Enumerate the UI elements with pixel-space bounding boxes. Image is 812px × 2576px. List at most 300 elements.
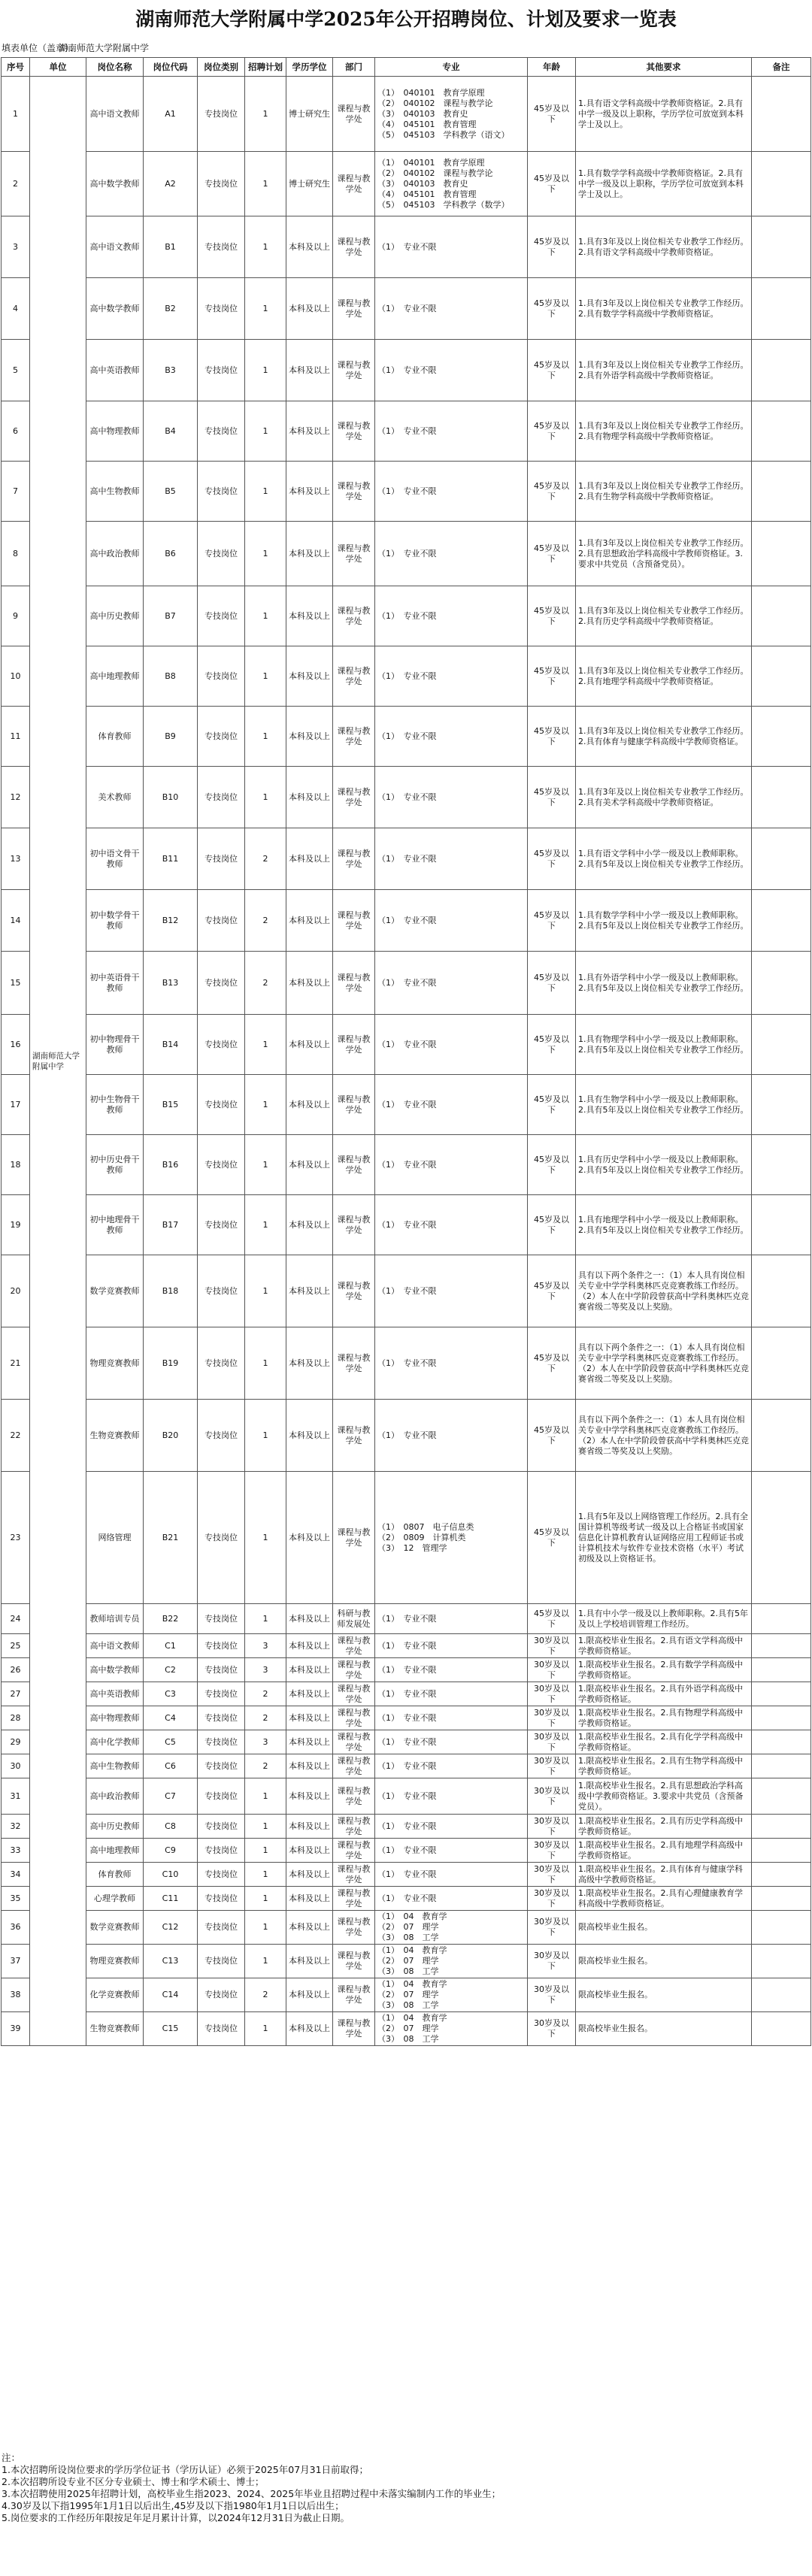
- position-name-cell: 高中英语教师: [86, 340, 144, 401]
- position-name-cell: 高中生物教师: [86, 462, 144, 522]
- other-requirements-cell: 1.具有数学学科中小学一级及以上教师职称。2.具有5年及以上岗位相关专业教学工作经历。: [576, 890, 752, 952]
- age-requirement-cell: 45岁及以下: [528, 1135, 576, 1195]
- row-number-cell: 37: [2, 1945, 30, 1978]
- age-requirement-cell: 45岁及以下: [528, 340, 576, 401]
- major-item: （3） 040103 教育史: [377, 178, 468, 189]
- other-requirements-cell: 具有以下两个条件之一：（1）本人具有岗位相关专业中学学科奥林匹克竞赛教练工作经历。（2）本人在中学阶段曾获高中学科奥林匹克竞赛省级二等奖及以上奖励。: [576, 1255, 752, 1327]
- other-requirements-cell: 1.限高校毕业生报名。2.具有语文学科高级中学教师资格证。: [576, 1634, 752, 1658]
- age-requirement-cell: 45岁及以下: [528, 1604, 576, 1634]
- position-code-cell: C7: [144, 1778, 198, 1815]
- position-code-cell: B1: [144, 216, 198, 278]
- position-category-cell: 专技岗位: [198, 707, 245, 767]
- position-name-cell: 高中物理教师: [86, 1706, 144, 1730]
- department-cell: 课程与教学处: [333, 2012, 375, 2046]
- position-name-cell: 高中物理教师: [86, 401, 144, 462]
- age-requirement-cell: 45岁及以下: [528, 462, 576, 522]
- major-cell: [375, 2012, 528, 2046]
- department-cell: 课程与教学处: [333, 767, 375, 828]
- education-requirement-cell: 本科及以上: [286, 1887, 333, 1911]
- table-row: [2, 767, 811, 828]
- education-requirement-cell: 本科及以上: [286, 767, 333, 828]
- row-number-cell: 30: [2, 1754, 30, 1778]
- education-requirement-cell: 本科及以上: [286, 1472, 333, 1604]
- hiring-plan-cell: 1: [245, 77, 286, 152]
- row-number-cell: 2: [2, 152, 30, 216]
- position-category-cell: 专技岗位: [198, 952, 245, 1015]
- department-cell: 课程与教学处: [333, 1839, 375, 1863]
- position-code-cell: A1: [144, 77, 198, 152]
- major-cell: [375, 1706, 528, 1730]
- department-cell: 课程与教学处: [333, 586, 375, 646]
- unit-cell: 湖南师范大学附属中学: [30, 77, 86, 2046]
- department-cell: 课程与教学处: [333, 1400, 375, 1472]
- remarks-cell: [752, 1778, 811, 1815]
- hiring-plan-cell: 3: [245, 1730, 286, 1754]
- other-requirements-cell: 1.具有中小学一级及以上教师职称。2.具有5年及以上学校培训管理工作经历。: [576, 1604, 752, 1634]
- position-category-cell: 专技岗位: [198, 1658, 245, 1682]
- hiring-plan-cell: 1: [245, 646, 286, 707]
- major-item: （1） 04 教育学: [377, 1945, 447, 1955]
- table-row: [2, 1472, 811, 1604]
- remarks-cell: [752, 1911, 811, 1945]
- department-cell: 课程与教学处: [333, 1706, 375, 1730]
- table-row: [2, 462, 811, 522]
- hiring-plan-cell: 1: [245, 1945, 286, 1978]
- row-number-cell: 1: [2, 77, 30, 152]
- recruitment-table: [1, 57, 811, 2046]
- major-item: （1） 专业不限: [377, 1664, 437, 1675]
- major-cell: [375, 401, 528, 462]
- other-requirements-cell: 具有以下两个条件之一：（1）本人具有岗位相关专业中学学科奥林匹克竞赛教练工作经历。（2）本人在中学阶段曾获高中学科奥林匹克竞赛省级二等奖及以上奖励。: [576, 1327, 752, 1400]
- position-category-cell: 专技岗位: [198, 77, 245, 152]
- education-requirement-cell: 本科及以上: [286, 952, 333, 1015]
- hiring-plan-cell: 1: [245, 522, 286, 586]
- major-item: （1） 专业不限: [377, 1219, 437, 1230]
- age-requirement-cell: 45岁及以下: [528, 586, 576, 646]
- position-name-cell: 物理竞赛教师: [86, 1327, 144, 1400]
- major-item: （1） 专业不限: [377, 1640, 437, 1651]
- hiring-plan-cell: 3: [245, 1658, 286, 1682]
- major-cell: [375, 1978, 528, 2012]
- table-row: [2, 1706, 811, 1730]
- remarks-cell: [752, 1682, 811, 1706]
- remarks-cell: [752, 952, 811, 1015]
- education-requirement-cell: 本科及以上: [286, 1863, 333, 1887]
- remarks-cell: [752, 828, 811, 890]
- major-cell: [375, 1472, 528, 1604]
- row-number-cell: 27: [2, 1682, 30, 1706]
- position-name-cell: 初中生物骨干教师: [86, 1075, 144, 1135]
- age-requirement-cell: 45岁及以下: [528, 707, 576, 767]
- department-cell: 课程与教学处: [333, 1135, 375, 1195]
- major-cell: [375, 1075, 528, 1135]
- education-requirement-cell: 本科及以上: [286, 1682, 333, 1706]
- major-item: （5） 045103 学科教学（语文）: [377, 129, 510, 140]
- age-requirement-cell: 45岁及以下: [528, 77, 576, 152]
- hiring-plan-cell: 3: [245, 1634, 286, 1658]
- education-requirement-cell: 博士研究生: [286, 152, 333, 216]
- position-name-cell: 高中数学教师: [86, 152, 144, 216]
- position-code-cell: C8: [144, 1815, 198, 1839]
- table-row: [2, 1255, 811, 1327]
- major-item: （1） 专业不限: [377, 1790, 437, 1801]
- major-cell: [375, 1887, 528, 1911]
- major-cell: [375, 1327, 528, 1400]
- position-name-cell: 初中历史骨干教师: [86, 1135, 144, 1195]
- position-category-cell: 专技岗位: [198, 1978, 245, 2012]
- row-number-cell: 32: [2, 1815, 30, 1839]
- position-category-cell: 专技岗位: [198, 1075, 245, 1135]
- education-requirement-cell: 本科及以上: [286, 278, 333, 340]
- age-requirement-cell: 30岁及以下: [528, 1706, 576, 1730]
- remarks-cell: [752, 646, 811, 707]
- remarks-cell: [752, 707, 811, 767]
- major-item: （1） 专业不限: [377, 731, 437, 741]
- remarks-cell: [752, 1195, 811, 1255]
- education-requirement-cell: 本科及以上: [286, 1945, 333, 1978]
- position-name-cell: 初中英语骨干教师: [86, 952, 144, 1015]
- major-cell: [375, 1015, 528, 1075]
- other-requirements-cell: 1.限高校毕业生报名。2.具有化学学科高级中学教师资格证。: [576, 1730, 752, 1754]
- other-requirements-cell: 1.具有3年及以上岗位相关专业教学工作经历。2.具有物理学科高级中学教师资格证。: [576, 401, 752, 462]
- hiring-plan-cell: 1: [245, 1863, 286, 1887]
- education-requirement-cell: 本科及以上: [286, 646, 333, 707]
- position-code-cell: B20: [144, 1400, 198, 1472]
- age-requirement-cell: 45岁及以下: [528, 278, 576, 340]
- major-item: （1） 专业不限: [377, 303, 437, 313]
- other-requirements-cell: 1.限高校毕业生报名。2.具有物理学科高级中学教师资格证。: [576, 1706, 752, 1730]
- row-number-cell: 6: [2, 401, 30, 462]
- position-code-cell: B8: [144, 646, 198, 707]
- position-code-cell: B11: [144, 828, 198, 890]
- education-requirement-cell: 本科及以上: [286, 1706, 333, 1730]
- table-body: [2, 77, 811, 2046]
- hiring-plan-cell: 1: [245, 216, 286, 278]
- hiring-plan-cell: 1: [245, 1778, 286, 1815]
- notes-block: [2, 2452, 810, 2524]
- position-name-cell: 物理竞赛教师: [86, 1945, 144, 1978]
- hiring-plan-cell: 1: [245, 462, 286, 522]
- major-item: （4） 045101 教育管理: [377, 119, 477, 129]
- position-code-cell: C12: [144, 1911, 198, 1945]
- hiring-plan-cell: 1: [245, 1815, 286, 1839]
- age-requirement-cell: 45岁及以下: [528, 1195, 576, 1255]
- row-number-cell: 19: [2, 1195, 30, 1255]
- hiring-plan-cell: 2: [245, 828, 286, 890]
- hiring-plan-cell: 1: [245, 152, 286, 216]
- major-cell: [375, 1754, 528, 1778]
- header-cell: 招聘计划: [245, 58, 286, 77]
- row-number-cell: 10: [2, 646, 30, 707]
- table-row: [2, 1887, 811, 1911]
- table-row: [2, 401, 811, 462]
- position-name-cell: 高中历史教师: [86, 586, 144, 646]
- table-row: [2, 586, 811, 646]
- major-item: （2） 040102 课程与教学论: [377, 98, 493, 108]
- position-category-cell: 专技岗位: [198, 1863, 245, 1887]
- education-requirement-cell: 本科及以上: [286, 1911, 333, 1945]
- position-name-cell: 高中数学教师: [86, 278, 144, 340]
- position-name-cell: 初中数学骨干教师: [86, 890, 144, 952]
- age-requirement-cell: 45岁及以下: [528, 1472, 576, 1604]
- table-row: [2, 1754, 811, 1778]
- table-row: [2, 1778, 811, 1815]
- age-requirement-cell: 30岁及以下: [528, 1634, 576, 1658]
- remarks-cell: [752, 1730, 811, 1754]
- position-name-cell: 高中语文教师: [86, 1634, 144, 1658]
- hiring-plan-cell: 2: [245, 1706, 286, 1730]
- hiring-plan-cell: 1: [245, 586, 286, 646]
- major-cell: [375, 216, 528, 278]
- department-cell: 课程与教学处: [333, 1730, 375, 1754]
- major-item: （1） 专业不限: [377, 1869, 437, 1879]
- position-name-cell: 生物竞赛教师: [86, 1400, 144, 1472]
- position-category-cell: 专技岗位: [198, 1730, 245, 1754]
- remarks-cell: [752, 1706, 811, 1730]
- major-item: （1） 专业不限: [377, 670, 437, 681]
- position-category-cell: 专技岗位: [198, 646, 245, 707]
- education-requirement-cell: 本科及以上: [286, 1730, 333, 1754]
- table-row: [2, 1978, 811, 2012]
- table-row: [2, 1075, 811, 1135]
- major-item: （3） 12 管理学: [377, 1542, 447, 1553]
- position-category-cell: 专技岗位: [198, 2012, 245, 2046]
- major-cell: [375, 340, 528, 401]
- position-name-cell: 网络管理: [86, 1472, 144, 1604]
- major-item: （1） 04 教育学: [377, 1912, 447, 1921]
- other-requirements-cell: 1.具有3年及以上岗位相关专业教学工作经历。2.具有生物学科高级中学教师资格证。: [576, 462, 752, 522]
- major-item: （2） 07 理学: [377, 1922, 439, 1932]
- remarks-cell: [752, 77, 811, 152]
- row-number-cell: 39: [2, 2012, 30, 2046]
- remarks-cell: [752, 1634, 811, 1658]
- education-requirement-cell: 本科及以上: [286, 1604, 333, 1634]
- hiring-plan-cell: 1: [245, 1195, 286, 1255]
- major-item: （1） 0807 电子信息类: [377, 1521, 474, 1532]
- other-requirements-cell: 1.限高校毕业生报名。2.具有地理学科高级中学教师资格证。: [576, 1839, 752, 1863]
- header-cell: 专业: [375, 58, 528, 77]
- remarks-cell: [752, 890, 811, 952]
- department-cell: 课程与教学处: [333, 1015, 375, 1075]
- education-requirement-cell: 本科及以上: [286, 1778, 333, 1815]
- major-item: （1） 专业不限: [377, 241, 437, 252]
- position-category-cell: 专技岗位: [198, 152, 245, 216]
- other-requirements-cell: 1.具有生物学科中小学一级及以上教师职称。2.具有5年及以上岗位相关专业教学工作经历。: [576, 1075, 752, 1135]
- fill-unit-value: 湖南师范大学附属中学: [59, 43, 150, 53]
- department-cell: 课程与教学处: [333, 1945, 375, 1978]
- table-row: [2, 1839, 811, 1863]
- major-item: （3） 08 工学: [377, 2000, 439, 2010]
- education-requirement-cell: 本科及以上: [286, 2012, 333, 2046]
- other-requirements-cell: 1.具有物理学科中小学一级及以上教师职称。2.具有5年及以上岗位相关专业教学工作经历。: [576, 1015, 752, 1075]
- position-code-cell: B12: [144, 890, 198, 952]
- remarks-cell: [752, 1815, 811, 1839]
- other-requirements-cell: 1.限高校毕业生报名。2.具有思想政治学科高级中学教师资格证。3.要求中共党员（含预备党员）。: [576, 1778, 752, 1815]
- remarks-cell: [752, 1887, 811, 1911]
- education-requirement-cell: 本科及以上: [286, 707, 333, 767]
- header-cell: 年龄: [528, 58, 576, 77]
- age-requirement-cell: 30岁及以下: [528, 1863, 576, 1887]
- position-name-cell: 数学竞赛教师: [86, 1911, 144, 1945]
- position-name-cell: 初中语文骨干教师: [86, 828, 144, 890]
- remarks-cell: [752, 340, 811, 401]
- major-cell: [375, 890, 528, 952]
- remarks-cell: [752, 1978, 811, 2012]
- major-cell: [375, 1255, 528, 1327]
- age-requirement-cell: 45岁及以下: [528, 1327, 576, 1400]
- note-line: 5.岗位要求的工作经历年限按足年足月累计计算，以2024年12月31日为截止日期。: [2, 2512, 350, 2523]
- major-item: （1） 专业不限: [377, 792, 437, 802]
- position-code-cell: B13: [144, 952, 198, 1015]
- header-cell: 序号: [2, 58, 30, 77]
- education-requirement-cell: 本科及以上: [286, 1015, 333, 1075]
- row-number-cell: 13: [2, 828, 30, 890]
- table-row: [2, 1135, 811, 1195]
- education-requirement-cell: 本科及以上: [286, 890, 333, 952]
- position-category-cell: 专技岗位: [198, 522, 245, 586]
- remarks-cell: [752, 1839, 811, 1863]
- major-cell: [375, 1863, 528, 1887]
- major-item: （1） 专业不限: [377, 1613, 437, 1624]
- age-requirement-cell: 30岁及以下: [528, 1658, 576, 1682]
- other-requirements-cell: 1.具有3年及以上岗位相关专业教学工作经历。2.具有历史学科高级中学教师资格证。: [576, 586, 752, 646]
- remarks-cell: [752, 1327, 811, 1400]
- age-requirement-cell: 30岁及以下: [528, 1911, 576, 1945]
- age-requirement-cell: 45岁及以下: [528, 522, 576, 586]
- position-name-cell: 高中语文教师: [86, 77, 144, 152]
- hiring-plan-cell: 1: [245, 340, 286, 401]
- position-name-cell: 高中地理教师: [86, 1839, 144, 1863]
- major-item: （1） 专业不限: [377, 1760, 437, 1771]
- major-cell: [375, 1634, 528, 1658]
- row-number-cell: 4: [2, 278, 30, 340]
- position-category-cell: 专技岗位: [198, 1682, 245, 1706]
- header-cell: 岗位代码: [144, 58, 198, 77]
- major-cell: [375, 522, 528, 586]
- major-cell: [375, 952, 528, 1015]
- other-requirements-cell: 限高校毕业生报名。: [576, 1945, 752, 1978]
- row-number-cell: 34: [2, 1863, 30, 1887]
- major-cell: [375, 152, 528, 216]
- major-cell: [375, 1135, 528, 1195]
- department-cell: 课程与教学处: [333, 707, 375, 767]
- hiring-plan-cell: 1: [245, 401, 286, 462]
- department-cell: 科研与教师发展处: [333, 1604, 375, 1634]
- table-row: [2, 890, 811, 952]
- header-cell: 学历学位: [286, 58, 333, 77]
- header-cell: 单位: [30, 58, 86, 77]
- position-code-cell: A2: [144, 152, 198, 216]
- row-number-cell: 14: [2, 890, 30, 952]
- hiring-plan-cell: 1: [245, 1327, 286, 1400]
- table-row: [2, 1015, 811, 1075]
- other-requirements-cell: 1.具有3年及以上岗位相关专业教学工作经历。2.具有语文学科高级中学教师资格证。: [576, 216, 752, 278]
- major-cell: [375, 1945, 528, 1978]
- other-requirements-cell: 1.具有3年及以上岗位相关专业教学工作经历。2.具有体育与健康学科高级中学教师资格证。: [576, 707, 752, 767]
- position-name-cell: 高中化学教师: [86, 1730, 144, 1754]
- row-number-cell: 16: [2, 1015, 30, 1075]
- department-cell: 课程与教学处: [333, 1327, 375, 1400]
- position-code-cell: B15: [144, 1075, 198, 1135]
- major-item: （2） 0809 计算机类: [377, 1532, 466, 1542]
- major-item: （1） 04 教育学: [377, 2013, 447, 2023]
- hiring-plan-cell: 2: [245, 1978, 286, 2012]
- hiring-plan-cell: 1: [245, 1135, 286, 1195]
- education-requirement-cell: 本科及以上: [286, 1075, 333, 1135]
- position-code-cell: B2: [144, 278, 198, 340]
- education-requirement-cell: 本科及以上: [286, 340, 333, 401]
- age-requirement-cell: 30岁及以下: [528, 1778, 576, 1815]
- table-row: [2, 522, 811, 586]
- hiring-plan-cell: 1: [245, 1911, 286, 1945]
- position-category-cell: 专技岗位: [198, 340, 245, 401]
- position-name-cell: 体育教师: [86, 1863, 144, 1887]
- age-requirement-cell: 30岁及以下: [528, 1945, 576, 1978]
- position-name-cell: 高中地理教师: [86, 646, 144, 707]
- department-cell: 课程与教学处: [333, 1682, 375, 1706]
- hiring-plan-cell: 1: [245, 1255, 286, 1327]
- position-code-cell: B19: [144, 1327, 198, 1400]
- other-requirements-cell: 1.限高校毕业生报名。2.具有数学学科高级中学教师资格证。: [576, 1658, 752, 1682]
- row-number-cell: 24: [2, 1604, 30, 1634]
- header-cell: 备注: [752, 58, 811, 77]
- age-requirement-cell: 45岁及以下: [528, 152, 576, 216]
- position-code-cell: C6: [144, 1754, 198, 1778]
- table-row: [2, 1604, 811, 1634]
- position-category-cell: 专技岗位: [198, 828, 245, 890]
- education-requirement-cell: 本科及以上: [286, 1634, 333, 1658]
- position-name-cell: 高中英语教师: [86, 1682, 144, 1706]
- major-cell: [375, 462, 528, 522]
- remarks-cell: [752, 1255, 811, 1327]
- major-item: （4） 045101 教育管理: [377, 189, 477, 199]
- major-cell: [375, 1839, 528, 1863]
- major-item: （1） 专业不限: [377, 1821, 437, 1831]
- note-line: 1.本次招聘所设岗位要求的学历学位证书（学历认证）必须于2025年07月31日前取得；: [2, 2464, 369, 2475]
- position-category-cell: 专技岗位: [198, 1839, 245, 1863]
- row-number-cell: 12: [2, 767, 30, 828]
- department-cell: 课程与教学处: [333, 1754, 375, 1778]
- note-line: 4.30岁及以下指1995年1月1日以后出生,45岁及以下指1980年1月1日以后出生；: [2, 2500, 344, 2511]
- remarks-cell: [752, 1658, 811, 1682]
- hiring-plan-cell: 2: [245, 952, 286, 1015]
- position-name-cell: 化学竞赛教师: [86, 1978, 144, 2012]
- major-cell: [375, 707, 528, 767]
- major-item: （1） 专业不限: [377, 1736, 437, 1747]
- age-requirement-cell: 30岁及以下: [528, 1815, 576, 1839]
- major-cell: [375, 1658, 528, 1682]
- header-cell: 其他要求: [576, 58, 752, 77]
- table-row: [2, 77, 811, 152]
- hiring-plan-cell: 1: [245, 1839, 286, 1863]
- other-requirements-cell: 限高校毕业生报名。: [576, 2012, 752, 2046]
- age-requirement-cell: 30岁及以下: [528, 1730, 576, 1754]
- education-requirement-cell: 本科及以上: [286, 1400, 333, 1472]
- department-cell: 课程与教学处: [333, 401, 375, 462]
- position-category-cell: 专技岗位: [198, 890, 245, 952]
- department-cell: 课程与教学处: [333, 1911, 375, 1945]
- major-cell: [375, 586, 528, 646]
- other-requirements-cell: 1.限高校毕业生报名。2.具有生物学科高级中学教师资格证。: [576, 1754, 752, 1778]
- row-number-cell: 31: [2, 1778, 30, 1815]
- position-category-cell: 专技岗位: [198, 1604, 245, 1634]
- major-cell: [375, 77, 528, 152]
- department-cell: 课程与教学处: [333, 1658, 375, 1682]
- other-requirements-cell: 1.具有3年及以上岗位相关专业教学工作经历。2.具有思想政治学科高级中学教师资格证。3.要求中共党员（含预备党员）。: [576, 522, 752, 586]
- education-requirement-cell: 本科及以上: [286, 522, 333, 586]
- position-category-cell: 专技岗位: [198, 1754, 245, 1778]
- position-code-cell: B18: [144, 1255, 198, 1327]
